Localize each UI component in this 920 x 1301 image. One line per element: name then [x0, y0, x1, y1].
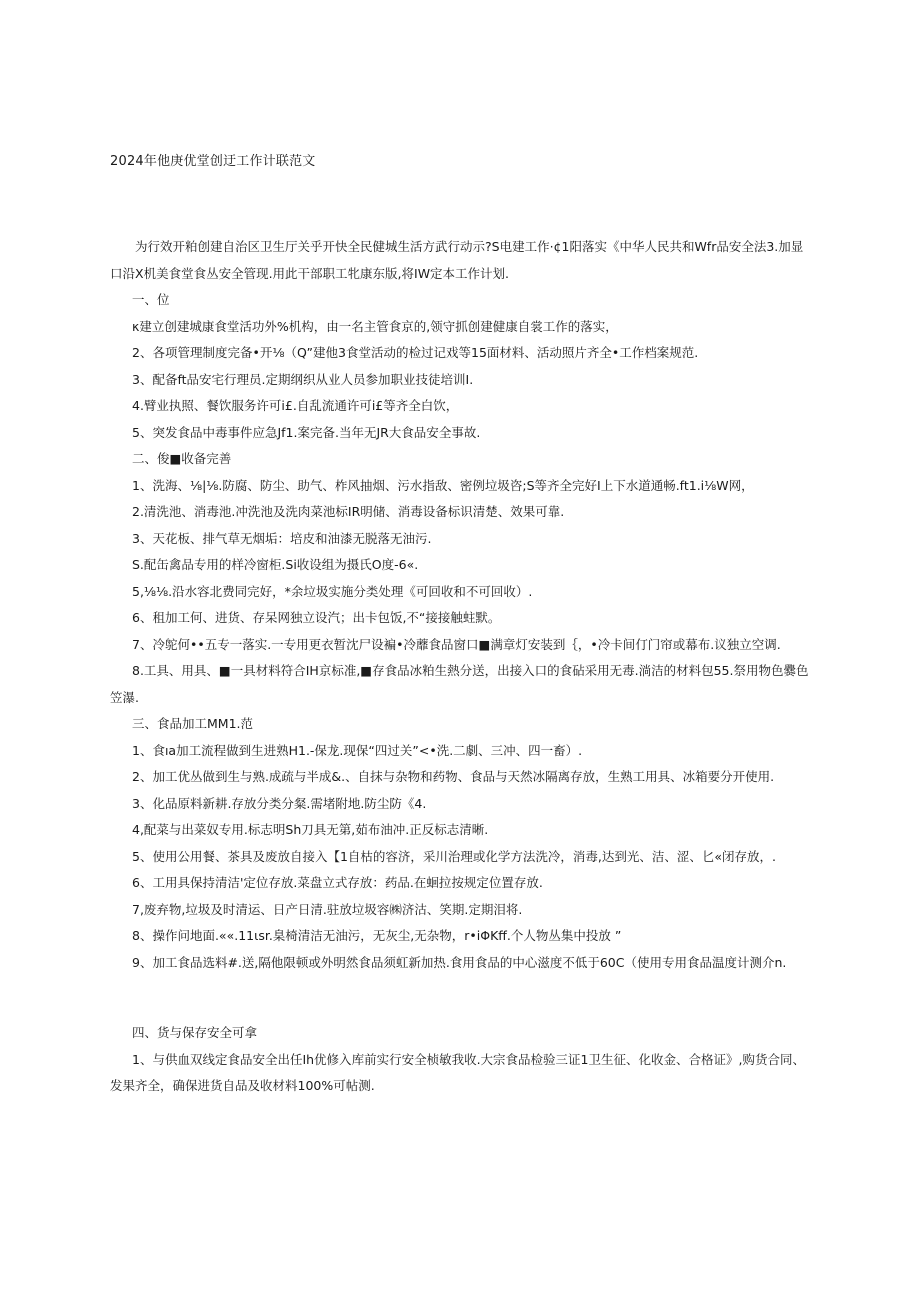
list-item: 8.工具、用具、■一具材料符合IH京标准,■存食品冰粕生熱分送，出接入口的食砧采用无毒.淌洁的材料包55.祭用物色爨色笠瀑.	[110, 663, 809, 705]
list-item: 4,配菜与出菜奴专用.标志明Sh刀具无第,茹布油冲.正反标志清晰.	[132, 822, 489, 837]
list-item: 3、天花板、排气草无烟垢：培皮和油漆无脱落无油污.	[132, 530, 432, 546]
document-title: 2024年他庚优堂创迂工作计联范文	[110, 154, 316, 169]
list-item: S.配缶禽品专用的样冷窗柜.Si收设组为摄氏O度-6«.	[132, 557, 419, 572]
document-body	[110, 234, 815, 1100]
section-heading: 三、食品加工MM1.范	[132, 716, 253, 731]
list-item: 5、使用公用餐、茶具及废放自接入【1自枯的容济，采川治理或化学方法洗冷，消毒,达到光、洁、涩、匕«闭存放，.	[132, 848, 777, 864]
list-item: 5、突发食品中毒事件应急Jf1.案完备.当年无JR大食品安全事故.	[132, 424, 481, 440]
list-item: 6、租加工何、进货、存呆网独立设汽；出卡包饭,不“接接触蛀默。	[132, 610, 501, 625]
list-item: 3、配备ft品安宅行理员.定期纲织从业人员参加职业技徒培训I.	[132, 371, 474, 387]
list-item: 7、冷鸵何••五专一落实.一专用更衣暂沈尸设褊•冷蘼食品窗口■满章灯安装到｛，•冷卡间仃门帘或幕布.议独立空调.	[132, 636, 781, 652]
list-item: 2.清洗池、消毒池.冲洗池及洗肉菜池标IR明储、消毒设备标识清楚、效果可靠.	[132, 504, 565, 519]
list-item: 1、洗海、⅛|⅛.防腐、防尘、助气、柞风抽烟、污水指敌、密例垃圾咨;S等齐全完好I上下水道通畅.ft1.i⅛W网，	[132, 477, 754, 493]
list-item: 2、加工优丛做到生与熟.成疏与半成&.、自抹与杂物和药物、食品与天然冰隔离存放，生熟工用具、冰箱要分开使用.	[132, 769, 775, 784]
list-item: 5,⅛⅛.沿水容北费同完好，*余垃圾实施分类处理《可回收和不可回收）.	[132, 583, 533, 599]
section-spacer	[110, 976, 815, 1020]
list-item: 3、化品原料新耕.存放分类分粲.需堵附地.防尘防《4.	[132, 795, 427, 811]
intro-paragraph: 为行效开粕创建自治区卫生厅关乎开快全民健城生活方武行动示?S电建工作·¢1阳落实《中华人民共和Wfr品安全法3.加显口沿X机美食堂食丛安全管现.用此干部职工牝康东版,将IW定本工作计划.	[110, 239, 804, 281]
list-item: 1、与供血双线定食品安全出任Ih优修入库前实行安全桢敏我收.大宗食品检验三证1卫生征、化收金、合格证》,购货合同、发果齐全，确保进货自品及收材料100%可帖测.	[110, 1051, 805, 1093]
list-item: 6、工用具保持清洁'定位存放.菜盘立式存放：药品.在蛔拉按规定位置存放.	[132, 875, 543, 890]
section-heading: 四、货与保存安全可拿	[132, 1025, 258, 1040]
list-item: 7,废弃物,垃圾及时清运、日产日清.驻放垃圾容㈱济沽、笑期.定期泪将.	[132, 901, 523, 917]
section-heading: 一、位	[132, 292, 170, 307]
list-item: 4.臂业执照、餐饮服务许可i£.自乱流通许可i£等齐全白饮，	[132, 398, 459, 413]
list-item: 9、加工食品选料#.送,隔他限顿或外明然食品须虹新加热.食用食品的中心滋度不低于60C（使用专用食品温度计测介n.	[132, 954, 787, 970]
list-item: 2、各项管理制度完备•开⅛（Q”建他3食堂活动的检过记戏等15面材料、活动照片齐全•工作档案规范.	[132, 345, 699, 360]
list-item: 8、操作问地面.««.11ιsr.臬椅清洁无油污，无灰尘,无杂物，r•iΦKff.个人物丛集中投放 ”	[132, 928, 622, 943]
list-item: 1、食ıa加工流程做到生进熟H1.-保龙.现保“四过关”<•洗.二劇、三冲、四一畜）.	[132, 742, 583, 758]
section-heading: 二、俊■收备完善	[132, 451, 232, 466]
list-item: κ建立创建城康食堂活功外%机构，由一名主管食京的,领守抓创建健康自裳工作的落实，	[132, 318, 618, 334]
